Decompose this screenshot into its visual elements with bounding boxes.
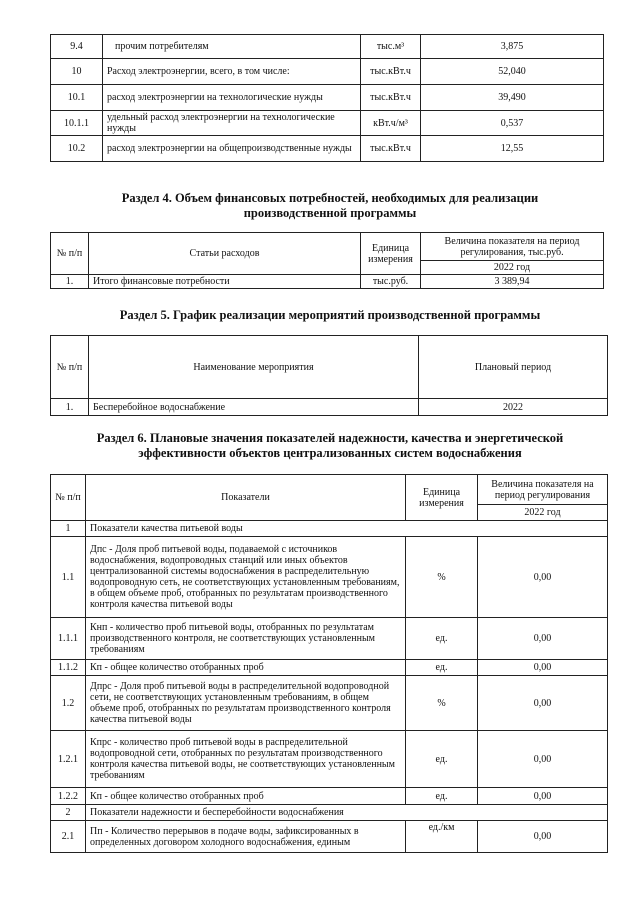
row-number: 10.1 [51,85,103,111]
row-period: 2022 [419,399,608,416]
table-row [51,275,604,289]
row-value: 0,00 [478,731,608,788]
row-value: 0,00 [478,660,608,676]
row-unit: тыс.кВт.ч [361,59,421,85]
row-value: 12,55 [421,136,604,162]
row-number: 1.2 [51,676,86,731]
row-number: 1.1 [51,537,86,618]
table-row [51,85,604,111]
col-period-header: Плановый период [419,336,608,399]
row-name: Расход электроэнергии, всего, в том числе: [103,59,361,85]
row-unit: кВт.ч/м³ [361,111,421,136]
section4-table [50,232,604,289]
table-row [51,111,604,136]
col-unit-header: Единица измерения [406,475,478,521]
row-number: 10.2 [51,136,103,162]
row-unit: ед. [406,618,478,660]
row-name: Показатели надежности и бесперебойности водоснабжения [86,805,608,821]
table-row [51,788,608,805]
row-value: 3,875 [421,35,604,59]
row-number: 1. [51,275,89,289]
col-year-header: 2022 год [421,261,604,275]
row-name: Дпрс - Доля проб питьевой воды в распределительной водопроводной сети, не соответствующих установленным требованиям, в общем объеме проб, отобранных по результатам производственного контроля качества питьевой воды [86,676,406,731]
row-value: 0,00 [478,788,608,805]
continuation-table [50,34,604,162]
table-row [51,805,608,821]
row-name: Кпрс - количество проб питьевой воды в распределительной водопроводной сети, отобранных по результатам производственного контроля качества питьевой воды, не соответствующих установленным требованиям [86,731,406,788]
row-value: 52,040 [421,59,604,85]
row-value: 0,00 [478,537,608,618]
row-unit: % [406,676,478,731]
col-unit-header: Единица измерения [361,233,421,275]
row-value: 39,490 [421,85,604,111]
row-value: 0,00 [478,676,608,731]
table-row [51,136,604,162]
row-value: 0,00 [478,821,608,853]
table-row [51,731,608,788]
section6-title: Раздел 6. Плановые значения показателей надежности, качества и энергетической эффективности объектов централизованных систем водоснабжения [96,431,564,460]
table-row [51,821,608,853]
row-number: 2.1 [51,821,86,853]
row-name: прочим потребителям [103,35,361,59]
table-row [51,59,604,85]
row-unit: ед./км [406,821,478,853]
row-number: 1. [51,399,89,416]
col-value-header: Величина показателя на период регулирования [478,475,608,505]
col-year-header: 2022 год [478,505,608,521]
col-name-header: Показатели [86,475,406,521]
row-number: 1 [51,521,86,537]
row-name: расход электроэнергии на общепроизводственные нужды [103,136,361,162]
table-row [51,537,608,618]
row-name: Пп - Количество перерывов в подаче воды, зафиксированных в определенных договором холодного водоснабжения, единым [86,821,406,853]
row-number: 2 [51,805,86,821]
row-number: 9.4 [51,35,103,59]
row-name: Кп - общее количество отобранных проб [86,660,406,676]
row-name: удельный расход электроэнергии на технологические нужды [103,111,361,136]
col-name-header: Наименование мероприятия [89,336,419,399]
row-name: Показатели качества питьевой воды [86,521,608,537]
row-unit: % [406,537,478,618]
row-name: Дпс - Доля проб питьевой воды, подаваемой с источников водоснабжения, водопроводных станций или иных объектов централизованной системы водоснабжения в распределительную водопроводную сеть, не соответствующих установленным требованиям, в общем объеме проб, отобранных по результатам производственного контроля качества питьевой воды [86,537,406,618]
row-unit: ед. [406,788,478,805]
row-name: Бесперебойное водоснабжение [89,399,419,416]
row-number: 1.2.2 [51,788,86,805]
row-number: 1.2.1 [51,731,86,788]
row-number: 1.1.1 [51,618,86,660]
row-unit: тыс.кВт.ч [361,85,421,111]
row-value: 0,537 [421,111,604,136]
row-value: 0,00 [478,618,608,660]
row-name: Кнп - количество проб питьевой воды, отобранных по результатам производственного контроля, не соответствующих установленным требованиям [86,618,406,660]
table-row [51,676,608,731]
row-number: 1.1.2 [51,660,86,676]
table-row [51,35,604,59]
col-number-header: № п/п [51,475,86,521]
col-value-header: Величина показателя на период регулирования, тыс.руб. [421,233,604,261]
row-name: Итого финансовые потребности [89,275,361,289]
row-name: Кп - общее количество отобранных проб [86,788,406,805]
table-row [51,660,608,676]
row-unit: ед. [406,731,478,788]
row-value: 3 389,94 [421,275,604,289]
section5-table [50,335,608,416]
row-unit: тыс.кВт.ч [361,136,421,162]
row-unit: тыс.руб. [361,275,421,289]
row-number: 10.1.1 [51,111,103,136]
row-unit: ед. [406,660,478,676]
section6-table [50,474,608,853]
col-number-header: № п/п [51,336,89,399]
table-row [51,399,608,416]
row-unit: тыс.м³ [361,35,421,59]
col-name-header: Статьи расходов [89,233,361,275]
section5-title: Раздел 5. График реализации мероприятий производственной программы [119,308,541,322]
section4-title: Раздел 4. Объем финансовых потребностей, необходимых для реализации производственной программы [121,191,539,220]
row-number: 10 [51,59,103,85]
table-row [51,521,608,537]
col-number-header: № п/п [51,233,89,275]
row-name: расход электроэнергии на технологические нужды [103,85,361,111]
table-row [51,618,608,660]
